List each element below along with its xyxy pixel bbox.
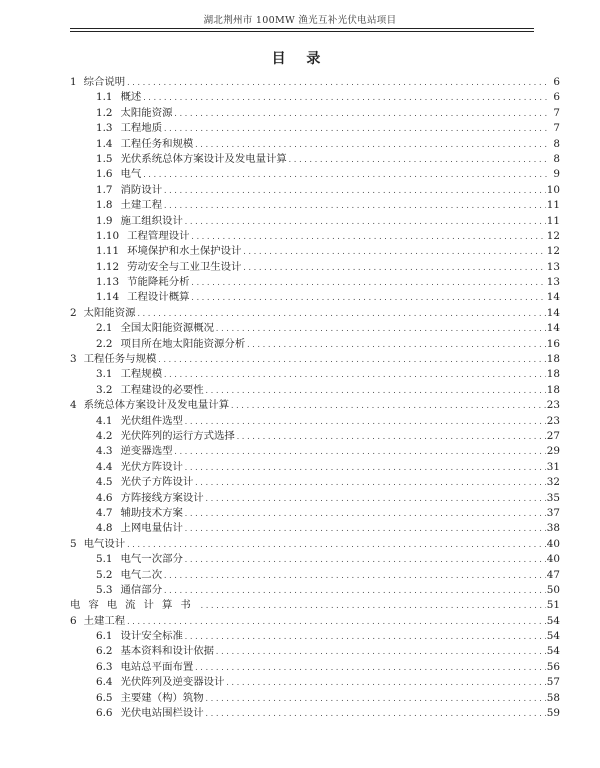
- toc-entry[interactable]: [70, 568, 560, 583]
- toc-entry-number: 5.1: [96, 553, 113, 566]
- toc-entry-number: 1.2: [96, 106, 113, 119]
- toc-entry-number: 1.3: [96, 122, 113, 135]
- toc-entry-title: 节能降耗分析: [127, 276, 190, 289]
- toc-entry-title: 环境保护和水土保护设计: [127, 245, 242, 258]
- dot-leader: [184, 415, 546, 430]
- toc-entry-number: 3: [70, 353, 77, 366]
- toc-entry-title: 通信部分: [120, 583, 163, 596]
- toc-entry-number: 4.8: [96, 522, 113, 535]
- toc-entry[interactable]: [70, 506, 560, 521]
- toc-entry[interactable]: [70, 629, 560, 644]
- toc-entry[interactable]: [70, 337, 560, 352]
- toc-entry-title: 工程管理设计: [127, 229, 190, 242]
- toc-entry-title: 上网电量估计: [120, 522, 183, 535]
- toc-entry[interactable]: [70, 475, 560, 490]
- toc-entry-page-number: 23: [546, 414, 560, 427]
- dot-leader: [163, 122, 549, 137]
- toc-entry[interactable]: [70, 260, 560, 275]
- toc-entry-page-number: 37: [546, 506, 560, 519]
- toc-entry-number: 6.6: [96, 707, 113, 720]
- toc-entry-number: 5.2: [96, 568, 113, 581]
- dot-leader: [205, 492, 546, 507]
- toc-entry-title: 光伏系统总体方案设计及发电量计算: [120, 152, 287, 165]
- toc-entry-title: 工程建设的必要性: [120, 383, 204, 396]
- toc-entry[interactable]: [70, 675, 560, 690]
- toc-entry[interactable]: [70, 414, 560, 429]
- toc-entry-title: 综合说明: [83, 76, 126, 88]
- toc-entry-page-number: 54: [546, 630, 560, 643]
- dot-leader: [173, 107, 549, 122]
- toc-entry-title: 工程任务和规模: [120, 137, 194, 150]
- dot-leader: [157, 353, 545, 368]
- toc-entry-page-number: 54: [546, 614, 560, 627]
- toc-entry-page-number: 7: [553, 106, 560, 119]
- dot-leader: [126, 538, 546, 553]
- table-of-contents: [70, 75, 560, 721]
- toc-entry-page-number: 59: [546, 707, 560, 720]
- dot-leader: [200, 599, 546, 614]
- toc-entry-title: 光伏方阵设计: [120, 460, 183, 473]
- dot-leader: [163, 184, 546, 199]
- toc-entry-page-number: 47: [546, 568, 560, 581]
- toc-entry[interactable]: [70, 244, 560, 259]
- toc-entry-number: 6.3: [96, 660, 113, 673]
- dot-leader: [126, 615, 546, 630]
- toc-entry-title: 土建工程: [83, 614, 126, 627]
- toc-entry[interactable]: [70, 106, 560, 121]
- toc-entry-title: 劳动安全与工业卫生设计: [127, 260, 242, 273]
- toc-entry-page-number: 16: [546, 337, 560, 350]
- toc-entry-page-number: 7: [553, 122, 560, 135]
- toc-entry-page-number: 56: [546, 660, 560, 673]
- dot-leader: [173, 445, 545, 460]
- toc-entry-number: 3.2: [96, 383, 113, 396]
- dot-leader: [190, 291, 545, 306]
- dot-leader: [194, 661, 546, 676]
- toc-entry-number: 4.6: [96, 491, 113, 504]
- toc-entry-number: 1.9: [96, 214, 113, 227]
- toc-entry-title: 工程设计概算: [127, 291, 190, 304]
- toc-entry[interactable]: [70, 552, 560, 567]
- toc-entry[interactable]: [70, 398, 560, 413]
- toc-entry[interactable]: [70, 460, 560, 475]
- toc-entry-title: 基本资料和设计依据: [120, 645, 215, 658]
- toc-entry-title: 光伏阵列及逆变器设计: [120, 676, 225, 689]
- toc-entry-page-number: 11: [546, 199, 560, 212]
- dot-leader: [163, 368, 546, 383]
- toc-entry-number: 1.8: [96, 199, 113, 212]
- toc-entry[interactable]: [70, 367, 560, 382]
- toc-entry-title: 逆变器选型: [120, 445, 173, 458]
- toc-entry-number: 6.5: [96, 691, 113, 704]
- toc-entry-title: 工程任务与规模: [83, 353, 157, 366]
- toc-entry[interactable]: [70, 537, 560, 552]
- toc-entry[interactable]: [70, 229, 560, 244]
- toc-entry-number: 1.6: [96, 168, 113, 181]
- dot-leader: [137, 307, 546, 322]
- toc-entry-page-number: 38: [546, 522, 560, 535]
- toc-entry-page-number: 40: [546, 537, 560, 550]
- dot-leader: [215, 645, 546, 660]
- toc-entry-number: 6.1: [96, 630, 113, 643]
- toc-entry-number: 4.1: [96, 414, 113, 427]
- toc-entry[interactable]: [70, 198, 560, 213]
- toc-entry-title: 方阵接线方案设计: [120, 491, 204, 504]
- toc-entry[interactable]: [70, 614, 560, 629]
- dot-leader: [184, 630, 546, 645]
- dot-leader: [205, 384, 546, 399]
- toc-entry-page-number: 31: [546, 460, 560, 473]
- toc-entry-title: 土建工程: [120, 199, 163, 212]
- toc-entry-number: 2: [70, 306, 77, 319]
- dot-leader: [184, 522, 546, 537]
- toc-entry[interactable]: [70, 706, 560, 721]
- toc-entry-number: 6.4: [96, 676, 113, 689]
- toc-entry[interactable]: [70, 290, 560, 305]
- toc-entry-number: 4.3: [96, 445, 113, 458]
- dot-leader: [184, 507, 546, 522]
- running-header: 湖北荆州市 100MW 渔光互补光伏电站项目: [203, 15, 397, 26]
- toc-entry-title: 电气二次: [120, 568, 163, 581]
- toc-entry-page-number: 23: [546, 399, 560, 412]
- dot-leader: [230, 399, 546, 414]
- toc-entry-title: 电站总平面布置: [120, 660, 194, 673]
- toc-entry[interactable]: [70, 660, 560, 675]
- toc-entry-number: 1.10: [96, 229, 120, 242]
- toc-entry-number: 4.5: [96, 476, 113, 489]
- toc-entry-title: 全国太阳能资源概况: [120, 322, 215, 335]
- toc-entry-title: 电气: [120, 168, 142, 181]
- toc-entry-page-number: 51: [546, 599, 560, 612]
- toc-entry-title: 项目所在地太阳能资源分析: [120, 337, 246, 350]
- toc-entry-number: 1.12: [96, 260, 120, 273]
- toc-entry-title: 消防设计: [120, 183, 163, 196]
- toc-entry-page-number: 13: [546, 260, 560, 273]
- dot-leader: [184, 215, 546, 230]
- toc-entry-page-number: 29: [546, 445, 560, 458]
- page-title: 目 录: [271, 51, 329, 67]
- dot-leader: [126, 76, 549, 91]
- toc-entry-title: 设计安全标准: [120, 630, 183, 643]
- toc-entry-title: 系统总体方案设计及发电量计算: [83, 399, 230, 412]
- toc-entry-title: 工程规模: [120, 368, 163, 381]
- dot-leader: [142, 168, 549, 183]
- toc-entry[interactable]: [70, 491, 560, 506]
- toc-entry[interactable]: [70, 214, 560, 229]
- toc-entry-number: 1.4: [96, 137, 113, 150]
- toc-entry[interactable]: [70, 691, 560, 706]
- dot-leader: [142, 91, 549, 106]
- dot-leader: [242, 261, 545, 276]
- dot-leader: [215, 322, 546, 337]
- toc-entry[interactable]: [70, 306, 560, 321]
- toc-entry-title: 概述: [120, 91, 142, 104]
- header-rule-thin: [70, 31, 534, 32]
- toc-entry-number: 1.11: [96, 245, 120, 258]
- toc-entry-page-number: 35: [546, 491, 560, 504]
- dot-leader: [242, 245, 545, 260]
- toc-entry-page-number: 14: [546, 322, 560, 335]
- toc-entry-number: 1: [70, 76, 77, 88]
- toc-entry-page-number: 18: [546, 353, 560, 366]
- toc-entry-number: 2.1: [96, 322, 113, 335]
- toc-entry-number: 5: [70, 537, 77, 550]
- toc-entry-page-number: 8: [553, 152, 560, 165]
- toc-entry-number: 4.7: [96, 506, 113, 519]
- toc-entry-number: 1.7: [96, 183, 113, 196]
- toc-entry-page-number: 12: [546, 229, 560, 242]
- toc-entry-title: 太阳能资源: [120, 106, 173, 119]
- dot-leader: [184, 553, 546, 568]
- toc-entry-title: 电气一次部分: [120, 553, 183, 566]
- toc-entry-number: 4.2: [96, 429, 113, 442]
- toc-entry-number: 3.1: [96, 368, 113, 381]
- dot-leader: [194, 476, 546, 491]
- toc-entry-page-number: 57: [546, 676, 560, 689]
- toc-entry[interactable]: [70, 598, 560, 613]
- dot-leader: [205, 707, 546, 722]
- toc-entry[interactable]: [70, 275, 560, 290]
- toc-entry-title: 电气设计: [83, 537, 126, 550]
- dot-leader: [184, 461, 546, 476]
- toc-entry-page-number: 9: [553, 168, 560, 181]
- toc-entry[interactable]: [70, 121, 560, 136]
- toc-entry-number: 1.1: [96, 91, 113, 104]
- toc-entry-page-number: 32: [546, 476, 560, 489]
- toc-entry[interactable]: [70, 167, 560, 182]
- toc-entry-number: 6: [70, 614, 77, 627]
- toc-entry-title: 光伏阵列的运行方式选择: [120, 429, 235, 442]
- toc-entry-number: 5.3: [96, 583, 113, 596]
- toc-entry-page-number: 14: [546, 291, 560, 304]
- toc-entry-title: 主要建（构）筑物: [120, 691, 204, 704]
- toc-entry[interactable]: [70, 383, 560, 398]
- dot-leader: [194, 138, 549, 153]
- toc-entry[interactable]: [70, 137, 560, 152]
- toc-entry-title: 电容电流计算书: [70, 599, 199, 612]
- toc-entry-page-number: 12: [546, 245, 560, 258]
- toc-entry-title: 光伏组件选型: [120, 414, 183, 427]
- dot-leader: [163, 584, 546, 599]
- toc-entry-page-number: 14: [546, 306, 560, 319]
- toc-entry-title: 施工组织设计: [120, 214, 183, 227]
- toc-entry-page-number: 6: [553, 91, 560, 104]
- toc-entry-page-number: 11: [546, 214, 560, 227]
- toc-entry-number: 1.14: [96, 291, 120, 304]
- toc-entry[interactable]: [70, 183, 560, 198]
- toc-entry-number: 1.13: [96, 276, 120, 289]
- toc-entry[interactable]: [70, 90, 560, 105]
- header-rule-thick: [70, 28, 534, 29]
- toc-entry[interactable]: [70, 644, 560, 659]
- toc-entry-page-number: 18: [546, 368, 560, 381]
- toc-entry-page-number: 27: [546, 429, 560, 442]
- dot-leader: [246, 338, 546, 353]
- toc-entry-page-number: 8: [553, 137, 560, 150]
- toc-entry-title: 辅助技术方案: [120, 506, 183, 519]
- toc-entry-title: 工程地质: [120, 122, 163, 135]
- toc-entry[interactable]: [70, 583, 560, 598]
- toc-entry[interactable]: [70, 444, 560, 459]
- dot-leader: [205, 692, 546, 707]
- dot-leader: [190, 276, 545, 291]
- toc-entry-page-number: 10: [546, 183, 560, 196]
- dot-leader: [225, 676, 545, 691]
- toc-entry-number: 1.5: [96, 152, 113, 165]
- toc-entry[interactable]: [70, 429, 560, 444]
- toc-entry-page-number: 54: [546, 645, 560, 658]
- toc-entry-page-number: 13: [546, 276, 560, 289]
- toc-entry-number: 6.2: [96, 645, 113, 658]
- toc-entry-page-number: 18: [546, 383, 560, 396]
- toc-entry-title: 光伏子方阵设计: [120, 476, 194, 489]
- toc-entry[interactable]: [70, 152, 560, 167]
- dot-leader: [236, 430, 546, 445]
- toc-entry[interactable]: [70, 352, 560, 367]
- toc-entry[interactable]: [70, 321, 560, 336]
- dot-leader: [288, 153, 549, 168]
- toc-entry-page-number: 40: [546, 553, 560, 566]
- dot-leader: [163, 569, 546, 584]
- toc-entry-number: 2.2: [96, 337, 113, 350]
- toc-entry-page-number: 58: [546, 691, 560, 704]
- toc-entry-number: 4: [70, 399, 77, 412]
- toc-entry-title: 光伏电站围栏设计: [120, 707, 204, 720]
- dot-leader: [190, 230, 545, 245]
- toc-entry[interactable]: [70, 75, 560, 90]
- toc-entry-page-number: 6: [553, 76, 560, 88]
- toc-entry-title: 太阳能资源: [83, 306, 136, 319]
- toc-entry-page-number: 50: [546, 583, 560, 596]
- toc-entry-number: 4.4: [96, 460, 113, 473]
- dot-leader: [163, 199, 546, 214]
- toc-entry[interactable]: [70, 521, 560, 536]
